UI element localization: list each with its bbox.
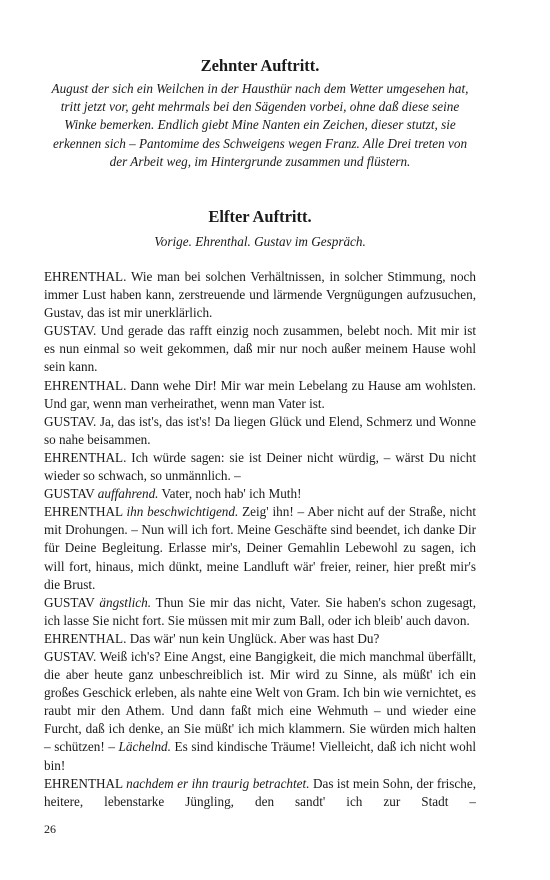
page-number: 26 bbox=[44, 822, 56, 836]
dialogue-line bbox=[44, 413, 476, 449]
speech-text: Wie man bei solchen Verhältnissen, in solcher Stimmung, noch immer Lust haben kann, zerstreuende und lärmende Vergnügungen aufzusuchen, Gustav, das ist mir unerklärlich. bbox=[44, 269, 477, 321]
dialogue-block bbox=[44, 268, 476, 811]
speech-text: Weiß ich's? Eine Angst, eine Bangigkeit, die mich manchmal überfällt, die aber heute ganz unbeschreiblich ist. Mir wird zu Sinne, als müßt' ich ein großes Geschick erleben, als nahte eine Welt von Gram. Ich bin wie vernichtet, es raubt mir den Athem. Und dann faßt mich eine Wehmuth – und wieder eine Furcht, daß ich denke, an Sie müßt' ich mich klammern. Sie würden mich halten – schützen! – bbox=[44, 648, 477, 755]
speech-text: Thun Sie mir das nicht, Vater. Sie haben's schon zugesagt, ich lasse Sie nicht fort. Sie müssen mit mir zum Ball, oder ich bleib' auch davon. bbox=[44, 594, 476, 628]
dialogue-line bbox=[44, 594, 476, 630]
dialogue-line bbox=[44, 503, 476, 593]
speech-text: Ja, das ist's, das ist's! Da liegen Glück und Elend, Schmerz und Wonne so nahe beisammen. bbox=[44, 413, 477, 447]
speaker-name: EHRENTHAL. bbox=[44, 630, 127, 646]
stage-direction: auffahrend. bbox=[97, 486, 159, 502]
stage-direction: Lächelnd. bbox=[118, 739, 171, 755]
dialogue-line bbox=[44, 630, 476, 648]
dialogue-line bbox=[44, 268, 476, 322]
speech-text: Vater, noch hab' ich Muth! bbox=[161, 486, 302, 502]
speaker-name: GUSTAV. bbox=[44, 323, 97, 339]
speaker-name: EHRENTHAL. bbox=[44, 269, 127, 284]
speaker-name: GUSTAV bbox=[44, 486, 95, 502]
speaker-name: EHRENTHAL bbox=[44, 504, 123, 520]
dialogue-line bbox=[44, 377, 476, 413]
stage-direction: ihn beschwichtigend. bbox=[126, 504, 239, 520]
speech-text: Und gerade das rafft einzig noch zusammen, belebt noch. Mit mir ist es nun einmal so weit gekommen, daß mir nur noch außer meinem Hause wohl sein kann. bbox=[44, 323, 476, 375]
stage-direction: nachdem er ihn traurig betrachtet. bbox=[126, 775, 310, 791]
speech-text: Zeig' ihn! – Aber nicht auf der Straße, nicht mit Drohungen. – Nun will ich fort. Meine Geschäfte sind beendet, ich danke Dir für Deine Begleitung. Erlasse mir's, Deiner Gemahlin Lebewohl zu sagen, ich will fort, hinaus, mich dünkt, meine Landluft wär' freier, reiner, hier preßt mir's die Brust. bbox=[44, 504, 477, 592]
scene-11-stage-direction: Vorige. Ehrenthal. Gustav im Gespräch. bbox=[154, 234, 366, 249]
scene-11-heading: Elfter Auftritt. bbox=[208, 207, 312, 226]
dialogue-line bbox=[44, 775, 476, 811]
speech-text: Dann wehe Dir! Mir war mein Lebelang zu Hause am wohlsten. Und gar, wenn man verheirathet, wenn man Vater ist. bbox=[44, 377, 476, 411]
dialogue-line bbox=[44, 648, 476, 775]
speaker-name: EHRENTHAL. bbox=[44, 449, 127, 465]
speech-text: Es sind kindische Träume! Vielleicht, daß ich nicht wohl bin! bbox=[44, 739, 476, 773]
speaker-name: GUSTAV bbox=[44, 594, 95, 610]
stage-direction: ängstlich. bbox=[99, 594, 152, 610]
speaker-name: EHRENTHAL bbox=[44, 775, 123, 791]
dialogue-line bbox=[44, 485, 476, 503]
speech-text: Ich würde sagen: sie ist Deiner nicht würdig, – wärst Du nicht wieder so schwach, so unmännlich. – bbox=[44, 449, 476, 484]
speaker-name: GUSTAV. bbox=[44, 413, 97, 429]
scene-10-stage-direction: August der sich ein Weilchen in der Hausthür nach dem Wetter umgesehen hat, tritt jetzt vor, geht mehrmals bei den Sägenden vorbei, ohne daß diese seine Winke bemerken. Endlich giebt Mine Nanten ein Zeichen, dieser stutzt, sie erkennen sich – Pantomime des Schweigens wegen Franz. Alle Drei treten von der Arbeit weg, im Hintergrunde zusammen und flüstern. bbox=[51, 81, 469, 169]
scene-10-heading: Zehnter Auftritt. bbox=[200, 56, 320, 75]
speaker-name: GUSTAV. bbox=[44, 648, 97, 664]
speech-text: Das ist mein Sohn, der frische, heitere, lebenstarke Jüngling, den sandt' ich zur Stadt – bbox=[44, 775, 477, 809]
speech-text: Das wär' nun kein Unglück. Aber was hast Du? bbox=[129, 630, 380, 646]
dialogue-line bbox=[44, 322, 476, 376]
dialogue-line bbox=[44, 449, 476, 485]
speaker-name: EHRENTHAL. bbox=[44, 377, 127, 393]
